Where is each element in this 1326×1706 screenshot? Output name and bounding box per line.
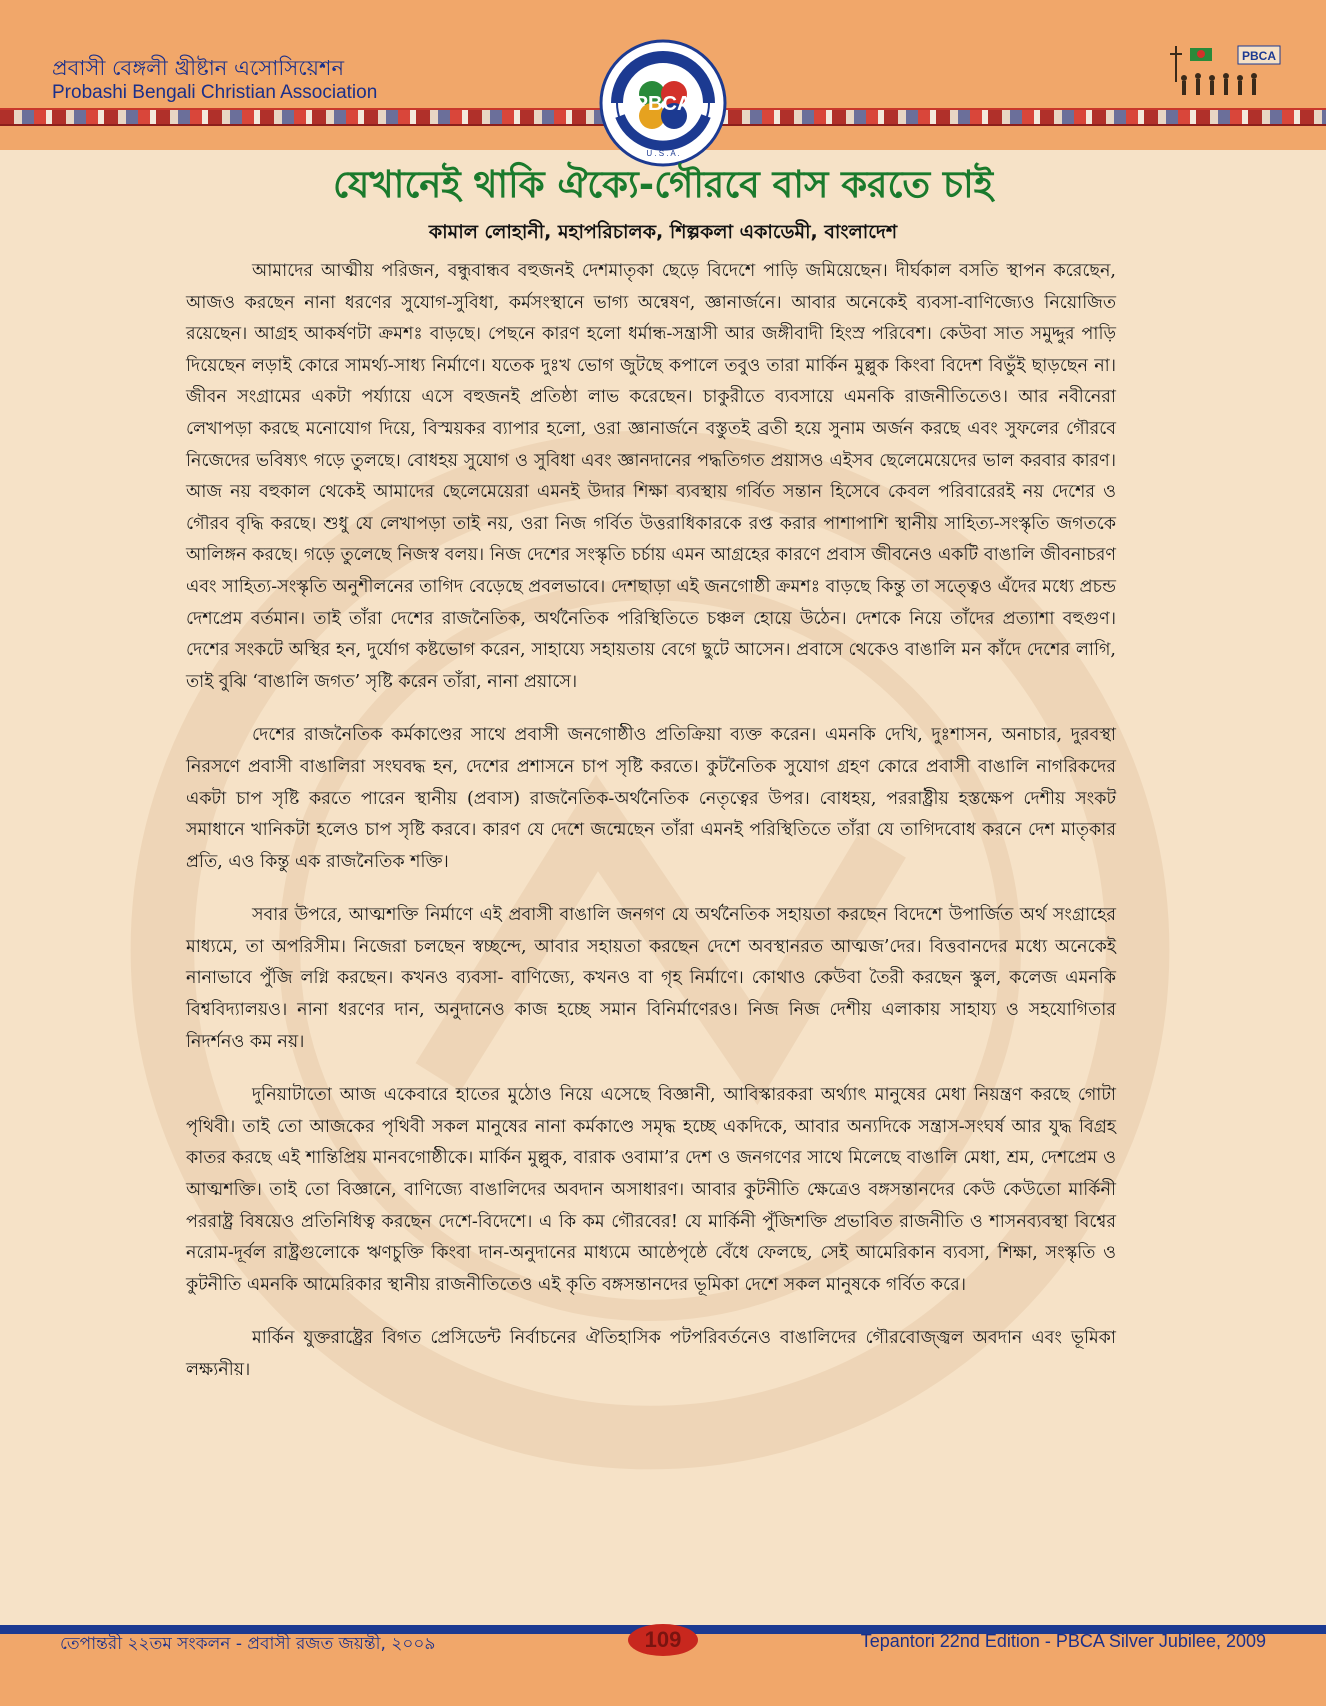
corner-badge-text: PBCA bbox=[1241, 49, 1277, 63]
article-paragraph: সবার উপরে, আত্মশক্তি নির্মাণে এই প্রবাসী বাঙালি জনগণ যে অর্থনৈতিক সহায়তা করছেন বিদেশে উপার্জিত অর্থ সংগ্রাহের মাধ্যমে, তা অপরিসীম। নিজেরা চলছেন স্বচ্ছন্দে, আবার সহায়তা করছেন দেশে অবস্থানরত আত্মজ’দের। বিত্তবানদের মধ্যে অনেকেই নানাভাবে পুঁজি লগ্নি করছেন। কখনও ব্যবসা- বাণিজ্যে, কখনও বা গৃহ নির্মাণে। কোথাও কেউবা তৈরী করছেন স্কুল, কলেজ এমনকি বিশ্ববিদ্যালয়ও। নানা ধরণের দান, অনুদানেও কাজ হচ্ছে সমান বিনির্মাণেরও। নিজ নিজ দেশীয় এলাকায় সাহায্য ও সহযোগিতার নিদর্শনও কম নয়। bbox=[186, 905, 1116, 1052]
logo-text: PBCA bbox=[634, 93, 692, 115]
logo-ring-bottom: U . S . A . bbox=[646, 149, 680, 158]
footer-edition-bengali: তেপান্তরী ২২তম সংকলন - প্রবাসী রজত জয়ন্তী, ২০০৯ bbox=[60, 1634, 436, 1654]
article-title: যেখানেই থাকি ঐক্যে-গৌরবে বাস করতে চাই bbox=[333, 163, 993, 206]
article-body bbox=[186, 256, 1116, 1409]
article-paragraph: দুনিয়াটাতো আজ একেবারে হাতের মুঠোও নিয়ে এসেছে বিজ্ঞানী, আবিস্কারকরা অর্থ্যাৎ মানুষের মেধা নিয়ন্ত্রণ করছে গোটা পৃথিবী। তাই তো আজকের পৃথিবী সকল মানুষের নানা কর্মকাণ্ডে সমৃদ্ধ হচ্ছে একদিকে, আবার অন্যদিকে সন্ত্রাস-সংঘর্ষ আর যুদ্ধ বিগ্রহ কাতর করছে এই শান্তিপ্রিয় মানবগোষ্ঠীকে। মার্কিন মুল্লুক, বারাক ওবামা’র দেশ ও জনগণের সাথে মিলেছে বাঙালি মেধা, শ্রম, দেশপ্রেম ও আত্মশক্তি। তাই তো বিজ্ঞানে, বাণিজ্যে বাঙালিদের অবদান অসাধারণ। আবার কুটনীতি ক্ষেত্রেও বঙ্গসন্তানদের কেউ কেউতো মার্কিনী পররাষ্ট্র বিষয়েও প্রতিনিধিত্ব করছেন দেশে-বিদেশে। এ কি কম গৌরবের! যে মার্কিনী পুঁজিশক্তি প্রভাবিত রাজনীতি ও শাসনব্যবস্থা বিশ্বের নরোম-দূর্বল রাষ্ট্রগুলোকে ঋণচুক্তি কিংবা দান-অনুদানের মাধ্যমে আষ্ঠেপৃষ্ঠে বেঁধে ফেলছে, সেই আমেরিকান ব্যবসা, শিক্ষা, সংস্কৃতি ও কুটনীতি এমনকি আমেরিকার স্থানীয় রাজনীতিতেও এই কৃতি বঙ্গসন্তানদের ভূমিকা দেশে সকল মানুষকে গর্বিত করে। bbox=[186, 1085, 1116, 1295]
article-paragraph: দেশের রাজনৈতিক কর্মকাণ্ডের সাথে প্রবাসী জনগোষ্ঠীও প্রতিক্রিয়া ব্যক্ত করেন। এমনকি দেখি, দুঃশাসন, অনাচার, দুরবস্থা নিরসণে প্রবাসী বাঙালিরা সংঘবদ্ধ হন, দেশের প্রশাসনে চাপ সৃষ্টি করতে। কুটনৈতিক সুযোগ গ্রহণ কোরে প্রবাসী বাঙালি নাগরিকদের একটা চাপ সৃষ্টি করতে পারেন স্থানীয় (প্রবাস) রাজনৈতিক-অর্থনৈতিক নেতৃত্বের উপর। বোধহয়, পররাষ্ট্রীয় হস্তক্ষেপ দেশীয় সংকট সমাধানে খানিকটা হলেও চাপ সৃষ্টি করবে। কারণ যে দেশে জন্মেছেন তাঁরা এমনই পরিস্থিতিতে তাঁরা যে তাগিদবোধ করনে দেশ মাতৃকার প্রতি, এও কিন্তু এক রাজনৈতিক শক্তি। bbox=[186, 725, 1116, 872]
article-paragraph: মার্কিন যুক্তরাষ্ট্রের বিগত প্রেসিডেন্ট নির্বাচনের ঐতিহাসিক পটপরিবর্তনেও বাঙালিদের গৌরবোজ্জ্বল অবদান এবং ভূমিকা লক্ষ্যনীয়। bbox=[186, 1328, 1116, 1380]
pbca-corner-badge bbox=[1168, 42, 1282, 104]
org-name-english: Probashi Bengali Christian Association bbox=[52, 82, 378, 103]
article-author: কামাল লোহানী, মহাপরিচালক, শিল্পকলা একাডেমী, বাংলাদেশ bbox=[428, 221, 898, 243]
article-paragraph: আমাদের আত্মীয় পরিজন, বন্ধুবান্ধব বহুজনই দেশমাতৃকা ছেড়ে বিদেশে পাড়ি জমিয়েছেন। দীর্ঘকাল বসতি স্থাপন করেছেন, আজও করছেন নানা ধরণের সুযোগ-সুবিধা, কর্মসংস্থানে ভাগ্য অন্বেষণ, জ্ঞানার্জনে। আবার অনেকেই ব্যবসা-বাণিজ্যেও নিয়োজিত রয়েছেন। আগ্রহ আকর্ষণটা ক্রমশঃ বাড়ছে। পেছনে কারণ হলো ধর্মান্ধ-সন্ত্রাসী আর জঙ্গীবাদী হিংস্র পরিবেশ। কেউবা সাত সমুদ্দুর পাড়ি দিয়েছেন লড়াই কোরে সামর্থ্য-সাধ্য নির্মাণে। যতেক দুঃখ ভোগ জুটছে কপালে তবুও তারা মার্কিন মুল্লুক কিংবা বিদেশ বিভুঁই ছাড়ছেন না। জীবন সংগ্রামের একটা পর্য্যায়ে এসে বহুজনই প্রতিষ্ঠা লাভ করেছেন। চাকুরীতে ব্যবসায়ে এমনকি রাজনীতিতেও। আর নবীনেরা লেখাপড়া করছে মনোযোগ দিয়ে, বিস্ময়কর ব্যাপার হলো, ওরা জ্ঞানার্জনে বস্তুতই ব্রতী হয়ে সুনাম অর্জন করছে এবং সুফলের গৌরবে নিজেদের ভবিষ্যৎ গড়ে তুলছে। বোধহয় সুযোগ ও সুবিধা এবং জ্ঞানদানের পদ্ধতিগত প্রয়াসও এইসব ছেলেমেয়েদের ভাল করবার কারণ। আজ নয় বহুকাল থেকেই আমাদের ছেলেমেয়েরা এমনই উদার শিক্ষা ব্যবস্থায় গর্বিত সন্তান হিসেবে কেবল পরিবারেরই নয় দেশের ও গৌরব বৃদ্ধি করছে। শুধু যে লেখাপড়া তাই নয়, ওরা নিজ গর্বিত উত্তরাধিকারকে রপ্ত করার পাশাপাশি স্থানীয় সাহিত্য-সংস্কৃতি জগতকে আলিঙ্গন করছে। গড়ে তুলেছে নিজস্ব বলয়। নিজ দেশের সংস্কৃতি চর্চায় এমন আগ্রহের কারণে প্রবাস জীবনেও একটি বাঙালি জীবনাচরণ এবং সাহিত্য-সংস্কৃতি অনুশীলনের তাগিদ বেড়েছে প্রবলভাবে। দেশছাড়া এই জনগোষ্ঠী ক্রমশঃ বাড়ছে কিন্তু তা সত্ত্বেও এঁদের মধ্যে প্রচন্ড দেশপ্রেম বর্তমান। তাই তাঁরা দেশের রাজনৈতিক, অর্থনৈতিক পরিস্থিতিতে চঞ্চল হোয়ে উঠেন। দেশকে নিয়ে তাঁদের প্রত্যাশা বহুগুণ। দেশের সংকটে অস্থির হন, দুর্যোগ কষ্টভোগ করেন, সাহায্যে সহায়তায় বেগে ছুটে আসেন। প্রবাসে থেকেও বাঙালি মন কাঁদে দেশের লাগি, তাই বুঝি ‘বাঙালি জগত’ সৃষ্টি করেন তাঁরা, নানা প্রয়াসে। bbox=[186, 261, 1116, 692]
footer-edition-english: Tepantori 22nd Edition - PBCA Silver Jubilee, 2009 bbox=[860, 1631, 1266, 1651]
pbca-logo bbox=[598, 38, 728, 168]
org-name-bengali: প্রবাসী বেঙ্গলী খ্রীষ্টান এসোসিয়েশন bbox=[52, 56, 345, 80]
page-number: 109 bbox=[628, 1624, 698, 1656]
